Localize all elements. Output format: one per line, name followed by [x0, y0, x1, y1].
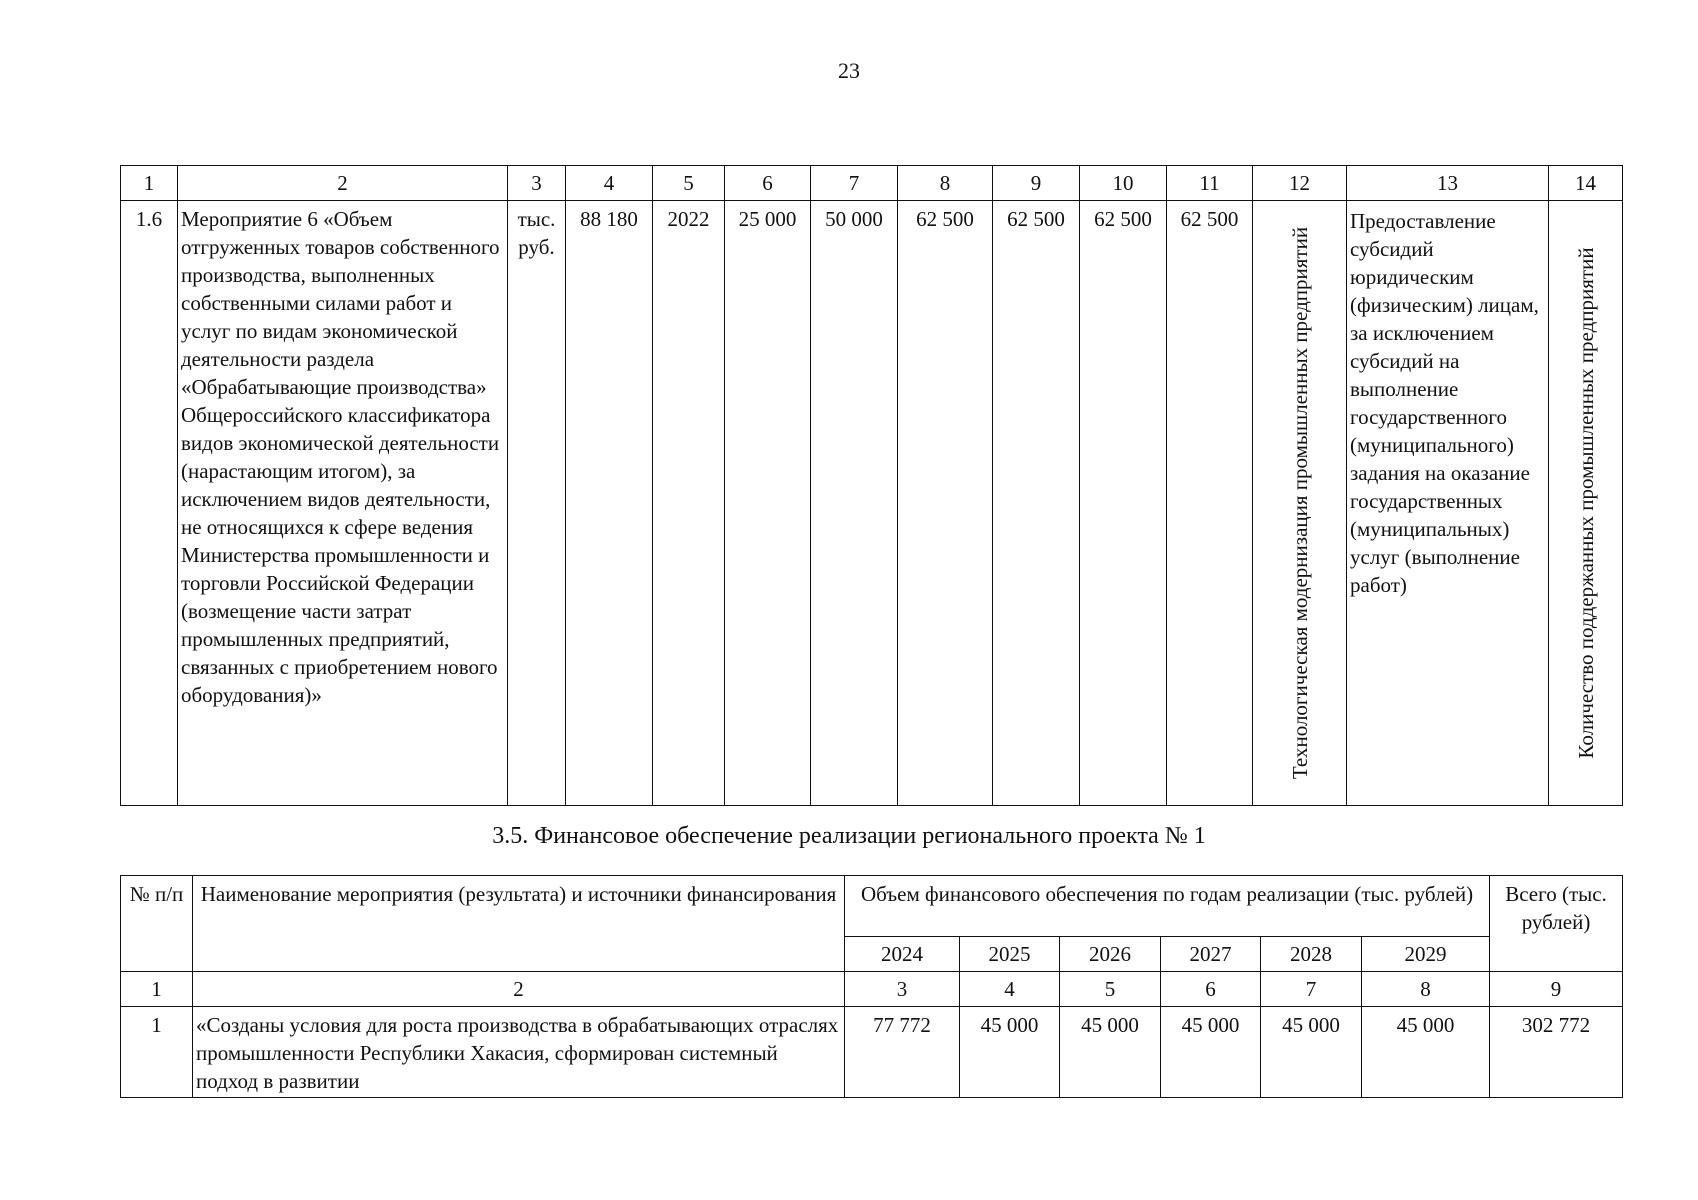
- column-number: 9: [1490, 972, 1623, 1007]
- column-number: 10: [1080, 166, 1167, 201]
- column-number: 7: [811, 166, 898, 201]
- year-2029: 2029: [1362, 937, 1490, 972]
- row-number: 1: [121, 1007, 193, 1098]
- direction-cell: [1253, 201, 1347, 806]
- financing-table: [120, 875, 1623, 1098]
- column-number: 3: [845, 972, 960, 1007]
- column-number: 4: [566, 166, 653, 201]
- header-name: Наименование мероприятия (результата) и источники финансирования: [193, 876, 845, 972]
- column-number: 11: [1167, 166, 1253, 201]
- measure-name: «Созданы условия для роста производства в обрабатывающих отраслях промышленности Республики Хакасия, сформирован системный подход в развитии: [193, 1007, 845, 1098]
- column-number: 6: [1161, 972, 1261, 1007]
- value-2028: 62 500: [1080, 201, 1167, 806]
- amount-2025: 45 000: [960, 1007, 1060, 1098]
- row-number: 1.6: [121, 201, 178, 806]
- amount-2029: 45 000: [1362, 1007, 1490, 1098]
- year-2028: 2028: [1261, 937, 1362, 972]
- amount-2027: 45 000: [1161, 1007, 1261, 1098]
- table-row: [121, 1007, 1623, 1098]
- column-number: 8: [1362, 972, 1490, 1007]
- column-number: 14: [1549, 166, 1623, 201]
- table-row: [121, 201, 1623, 806]
- header-total: Всего (тыс. рублей): [1490, 876, 1623, 972]
- column-number: 5: [653, 166, 725, 201]
- column-number: 5: [1060, 972, 1161, 1007]
- column-number: 12: [1253, 166, 1347, 201]
- year-2026: 2026: [1060, 937, 1161, 972]
- measure-name: Мероприятие 6 «Объем отгруженных товаров собственного производства, выполненных собственными силами работ и услуг по видам экономической деятельности раздела «Обрабатывающие производства» Общероссийского классификатора видов экономической деятельности (нарастающим итогом), за исключением видов деятельности, не относящихся к сфере ведения Министерства промышленности и торговли Российской Федерации (возмещение части затрат промышленных предприятий, связанных с приобретением нового оборудования)»: [178, 201, 508, 806]
- amount-2024: 77 772: [845, 1007, 960, 1098]
- direction-text: Технологическая модернизация промышленных предприятий: [1287, 226, 1312, 780]
- amount-total: 302 772: [1490, 1007, 1623, 1098]
- indicator-text: Количество поддержанных промышленных предприятий: [1573, 247, 1598, 759]
- value-2025: 50 000: [811, 201, 898, 806]
- base-value: 88 180: [566, 201, 653, 806]
- amount-2026: 45 000: [1060, 1007, 1161, 1098]
- value-2026: 62 500: [898, 201, 993, 806]
- support-type: Предоставление субсидий юридическим (физическим) лицам, за исключением субсидий на выполнение государственного (муниципального) задания на оказание государственных (муниципальных) услуг (выполнение работ): [1347, 201, 1549, 806]
- base-year: 2022: [653, 201, 725, 806]
- column-number-row: [121, 972, 1623, 1007]
- value-2027: 62 500: [993, 201, 1080, 806]
- column-number: 8: [898, 166, 993, 201]
- column-number: 13: [1347, 166, 1549, 201]
- column-number: 2: [178, 166, 508, 201]
- unit: тыс. руб.: [508, 201, 566, 806]
- column-number-row: [121, 166, 1623, 201]
- amount-2028: 45 000: [1261, 1007, 1362, 1098]
- column-number: 3: [508, 166, 566, 201]
- column-number: 2: [193, 972, 845, 1007]
- column-number: 9: [993, 166, 1080, 201]
- value-2029: 62 500: [1167, 201, 1253, 806]
- column-number: 4: [960, 972, 1060, 1007]
- value-2024: 25 000: [725, 201, 811, 806]
- indicator-cell: [1549, 201, 1623, 806]
- page-number: 23: [838, 58, 860, 83]
- header-volume: Объем финансового обеспечения по годам реализации (тыс. рублей): [845, 876, 1490, 937]
- year-2025: 2025: [960, 937, 1060, 972]
- year-2024: 2024: [845, 937, 960, 972]
- column-number: 6: [725, 166, 811, 201]
- column-number: 1: [121, 166, 178, 201]
- section-title: 3.5. Финансовое обеспечение реализации регионального проекта № 1: [492, 823, 1206, 849]
- column-number: 7: [1261, 972, 1362, 1007]
- indicators-table: [120, 165, 1623, 806]
- column-number: 1: [121, 972, 193, 1007]
- year-2027: 2027: [1161, 937, 1261, 972]
- header-num: № п/п: [121, 876, 193, 972]
